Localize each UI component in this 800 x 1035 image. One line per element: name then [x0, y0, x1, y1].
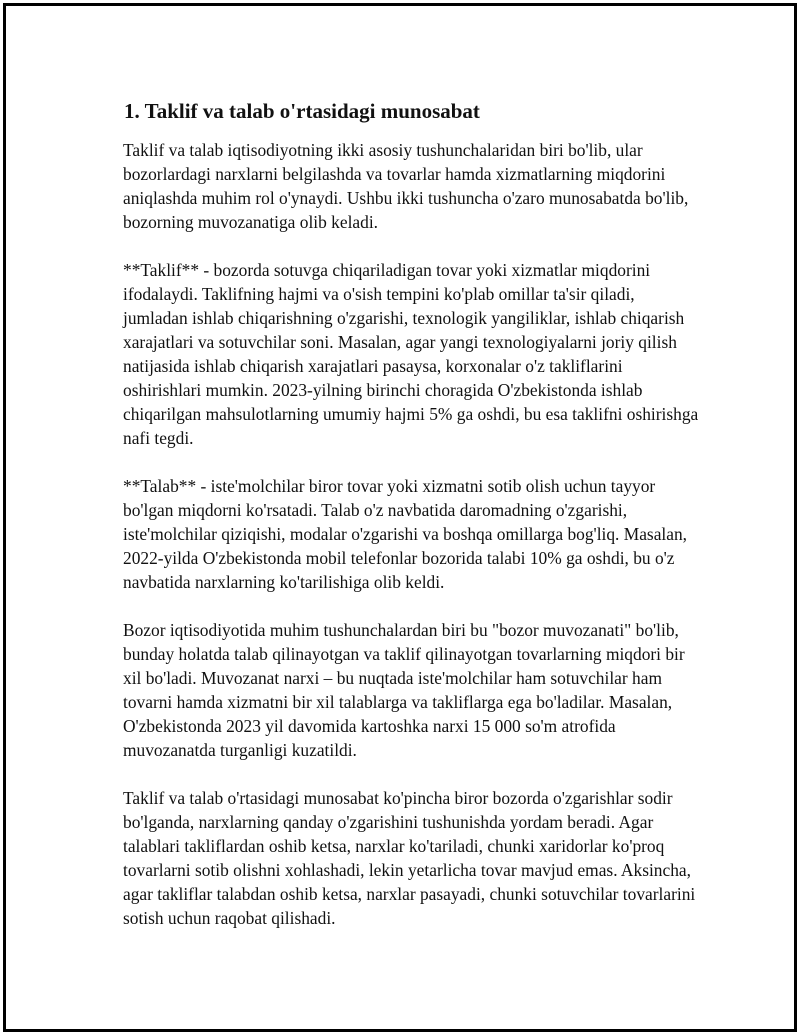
paragraph-demand: **Talab** - iste'molchilar biror tovar yoki xizmatni sotib olish uchun tayyor bo'lgan miqdorni ko'rsatadi. Talab o'z navbatida daromadning o'zgarishi, iste'molchilar qiziqishi, modalar o'zgarishi va boshqa omillarga bog'liq. Masalan, 2022-yilda O'zbekistonda mobil telefonlar bozorida talabi 10% ga oshdi, bu o'z navbatida narxlarning ko'tarilishiga olib keldi. [123, 476, 688, 592]
paragraph-supply: **Taklif** - bozorda sotuvga chiqariladigan tovar yoki xizmatlar miqdorini ifodalaydi. Taklifning hajmi va o'sish tempini ko'plab omillar ta'sir qiladi, jumladan ishlab chiqarishning o'zgarishi, texnologik yangiliklar, ishlab chiqarish xarajatlari va sotuvchilar soni. Masalan, agar yangi texnologiyalarni joriy qilish natijasida ishlab chiqarish xarajatlari pasaysa, korxonalar o'z takliflarini oshirishlari mumkin. 2023-yilning birinchi choragida O'zbekistonda ishlab chiqarilgan mahsulotlarning umumiy hajmi 5% ga oshdi, bu esa taklifni oshirishga nafi tegdi. [123, 260, 699, 448]
document-body [121, 98, 701, 954]
paragraph-intro: Taklif va talab iqtisodiyotning ikki asosiy tushunchalaridan biri bo'lib, ular bozorlardagi narxlarni belgilashda va tovarlar hamda xizmatlarning miqdorini aniqlashda muhim rol o'ynaydi. Ushbu ikki tushuncha o'zaro munosabatda bo'lib, bozorning muvozanatiga olib keladi. [123, 140, 689, 232]
paragraph-equilibrium: Bozor iqtisodiyotida muhim tushunchalardan biri bu "bozor muvozanati" bo'lib, bunday holatda talab qilinayotgan va taklif qilinayotgan tovarlarning miqdori bir xil bo'ladi. Muvozanat narxi – bu nuqtada iste'molchilar ham sotuvchilar ham tovarni hamda xizmatni bir xil talablarga va takliflarga ega bo'ladilar. Masalan, O'zbekistonda 2023 yil davomida kartoshka narxi 15 000 so'm atrofida muvozanatda turganligi kuzatildi. [123, 620, 685, 760]
page-border [3, 3, 797, 1032]
section-title: 1. Taklif va talab o'rtasidagi munosabat [124, 99, 480, 123]
paragraph-relationship: Taklif va talab o'rtasidagi munosabat ko'pincha biror bozorda o'zgarishlar sodir bo'lganda, narxlarning qanday o'zgarishini tushunishda yordam beradi. Agar talablari takliflardan oshib ketsa, narxlar ko'tariladi, chunki xaridorlar ko'proq tovarlarni sotib olishni xohlashadi, lekin yetarlicha tovar mavjud emas. Aksincha, agar takliflar talabdan oshib ketsa, narxlar pasayadi, chunki sotuvchilar tovarlarini sotish uchun raqobat qilishadi. [123, 788, 696, 928]
